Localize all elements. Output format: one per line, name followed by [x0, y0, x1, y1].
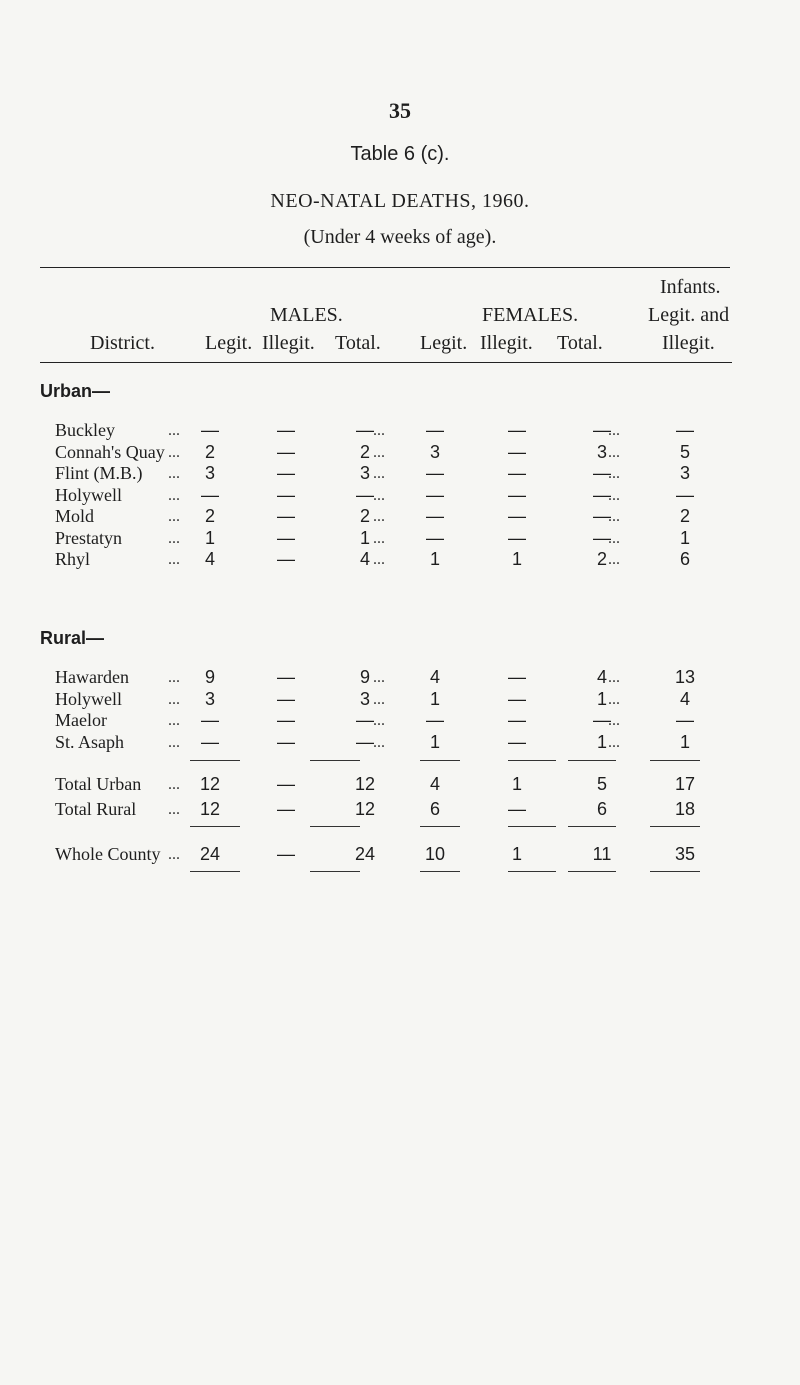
header-females-legit: Legit. [420, 332, 468, 354]
cell-mi: — [277, 527, 295, 548]
cell-fi: — [508, 506, 526, 526]
leader-dots: ... [373, 443, 385, 461]
header-females: FEMALES. [482, 304, 579, 326]
cell-fi: — [508, 441, 526, 462]
leader-dots: ... [608, 529, 620, 547]
district-name: Total Rural [55, 799, 137, 819]
district-name: Holywell [55, 688, 122, 709]
leader-dots: ... [373, 551, 385, 568]
cell-fl: 6 [429, 799, 440, 819]
cell-inf: — [676, 710, 694, 730]
total-rule [508, 826, 556, 827]
leader-dots: ... [168, 733, 180, 751]
leader-dots: ... [168, 551, 180, 568]
leader-dots: ... [373, 508, 385, 525]
leader-dots: ... [608, 733, 620, 751]
cell-ft: 6 [596, 799, 607, 819]
subtotal-rule [650, 760, 700, 761]
cell-mi: — [277, 441, 295, 462]
cell-ft: 4 [596, 667, 607, 687]
cell-inf: 13 [674, 667, 696, 687]
district-name: Whole County [55, 844, 161, 864]
bottom-rule [420, 871, 460, 872]
total-rule [420, 826, 460, 827]
cell-ml: 2 [204, 506, 215, 526]
cell-mi: — [277, 799, 295, 819]
leader-dots: ... [608, 669, 620, 686]
cell-inf: 4 [679, 688, 690, 709]
district-name: Connah's Quay [55, 441, 165, 462]
bottom-rule [568, 871, 616, 872]
cell-fl: 1 [429, 549, 440, 569]
leader-dots: ... [608, 486, 620, 504]
cell-fl: — [426, 484, 444, 505]
leader-dots: ... [168, 443, 180, 461]
header-females-illegit: Illegit. [480, 332, 533, 354]
cell-fl: — [426, 710, 444, 730]
header-bottom-rule [40, 362, 732, 363]
cell-fi: — [508, 710, 526, 730]
district-name: Prestatyn [55, 527, 122, 548]
bottom-rule [310, 871, 360, 872]
cell-ml: — [201, 710, 219, 730]
subtotal-rule [420, 760, 460, 761]
leader-dots: ... [168, 801, 180, 818]
cell-ml: 2 [204, 441, 215, 462]
cell-inf: — [676, 420, 694, 440]
subtotal-rule [568, 760, 616, 761]
cell-fl: 3 [429, 441, 440, 462]
subtotal-rule [310, 760, 360, 761]
cell-inf: 35 [674, 844, 696, 864]
header-males-illegit: Illegit. [262, 332, 315, 354]
cell-fl: 1 [429, 731, 440, 752]
leader-dots: ... [608, 690, 620, 708]
cell-mt: — [356, 731, 374, 752]
district-name: Mold [55, 506, 95, 526]
district-name: Holywell [55, 484, 122, 505]
main-title: NEO-NATAL DEATHS, 1960. [270, 190, 530, 212]
cell-fl: — [426, 463, 444, 483]
cell-ft: 2 [596, 549, 607, 569]
leader-dots: ... [373, 529, 385, 547]
cell-fi: — [508, 527, 526, 548]
district-name: Flint (M.B.) [55, 463, 143, 483]
leader-dots: ... [608, 712, 620, 729]
leader-dots: ... [608, 465, 620, 482]
leader-dots: ... [168, 422, 180, 439]
total-rule [568, 826, 616, 827]
bottom-rule [508, 871, 556, 872]
header-females-total: Total. [557, 332, 603, 354]
cell-fi: 1 [511, 774, 522, 794]
cell-ml: 3 [204, 688, 215, 709]
cell-ft: — [593, 420, 611, 440]
cell-fi: — [508, 731, 526, 752]
header-males-legit: Legit. [205, 332, 253, 354]
header-top-rule [40, 267, 730, 268]
cell-inf: 1 [679, 527, 690, 548]
district-name: Rhyl [55, 549, 91, 569]
leader-dots: ... [168, 669, 180, 686]
leader-dots: ... [168, 846, 180, 863]
leader-dots: ... [373, 669, 385, 686]
cell-mi: — [277, 549, 295, 569]
cell-fi: — [508, 484, 526, 505]
subtotal-rule [190, 760, 240, 761]
cell-mt: 12 [354, 799, 376, 819]
district-name: Buckley [55, 420, 115, 440]
cell-fl: — [426, 527, 444, 548]
leader-dots: ... [373, 422, 385, 439]
leader-dots: ... [373, 486, 385, 504]
leader-dots: ... [168, 776, 180, 793]
cell-mt: 2 [359, 506, 370, 526]
cell-ft: 3 [596, 441, 607, 462]
cell-fi: 1 [511, 844, 522, 864]
leader-dots: ... [373, 712, 385, 729]
cell-inf: 18 [674, 799, 696, 819]
leader-dots: ... [168, 529, 180, 547]
cell-inf: — [676, 484, 694, 505]
leader-dots: ... [168, 508, 180, 525]
page-number: 35 [389, 98, 411, 123]
cell-ft: — [593, 710, 611, 730]
cell-ml: 12 [199, 774, 221, 794]
cell-fi: — [508, 420, 526, 440]
total-rule [310, 826, 360, 827]
cell-mi: — [277, 710, 295, 730]
cell-mi: — [277, 731, 295, 752]
cell-mi: — [277, 420, 295, 440]
cell-mt: 3 [359, 463, 370, 483]
cell-fi: — [508, 667, 526, 687]
header-males: MALES. [270, 304, 343, 326]
cell-ft: — [593, 506, 611, 526]
cell-fl: 1 [429, 688, 440, 709]
header-males-total: Total. [335, 332, 381, 354]
cell-inf: 1 [679, 731, 690, 752]
cell-fi: 1 [511, 549, 522, 569]
cell-ft: 5 [596, 774, 607, 794]
table-title: Table 6 (c). [350, 143, 450, 165]
subtitle: (Under 4 weeks of age). [303, 226, 497, 248]
cell-ft: — [593, 527, 611, 548]
leader-dots: ... [608, 551, 620, 568]
cell-mi: — [277, 688, 295, 709]
cell-mi: — [277, 506, 295, 526]
cell-fl: — [426, 420, 444, 440]
cell-fl: 4 [429, 774, 440, 794]
cell-ml: — [201, 731, 219, 752]
cell-mt: 2 [359, 441, 370, 462]
cell-mi: — [277, 844, 295, 864]
cell-mt: — [356, 484, 374, 505]
cell-mt: 1 [359, 527, 370, 548]
cell-mt: — [356, 420, 374, 440]
cell-mt: 9 [359, 667, 370, 687]
cell-inf: 5 [679, 441, 690, 462]
cell-fl: 4 [429, 667, 440, 687]
bottom-rule [190, 871, 240, 872]
cell-ml: — [201, 420, 219, 440]
bottom-rule [650, 871, 700, 872]
cell-mi: — [277, 774, 295, 794]
leader-dots: ... [373, 465, 385, 482]
district-name: Total Urban [55, 774, 142, 794]
leader-dots: ... [608, 508, 620, 525]
cell-mi: — [277, 484, 295, 505]
header-infants-line2: Legit. and [648, 304, 730, 326]
district-name: Maelor [55, 710, 107, 730]
leader-dots: ... [168, 486, 180, 504]
cell-mt: 12 [354, 774, 376, 794]
header-district: District. [90, 332, 155, 354]
cell-ft: 1 [596, 688, 607, 709]
cell-ml: 24 [199, 844, 221, 864]
leader-dots: ... [373, 690, 385, 708]
leader-dots: ... [168, 712, 180, 729]
cell-mi: — [277, 463, 295, 483]
cell-ft: — [593, 484, 611, 505]
cell-mt: 4 [359, 549, 370, 569]
cell-fi: — [508, 463, 526, 483]
cell-ml: 12 [199, 799, 221, 819]
cell-fi: — [508, 688, 526, 709]
cell-ml: 9 [204, 667, 215, 687]
cell-mt: 3 [359, 688, 370, 709]
cell-fl: 10 [424, 844, 446, 864]
leader-dots: ... [373, 733, 385, 751]
cell-inf: 6 [679, 549, 690, 569]
total-rule [650, 826, 700, 827]
cell-fl: — [426, 506, 444, 526]
cell-mt: — [356, 710, 374, 730]
cell-fi: — [508, 799, 526, 819]
cell-inf: 17 [674, 774, 696, 794]
cell-mi: — [277, 667, 295, 687]
section-rural-label: Rural— [40, 628, 105, 648]
cell-ml: 1 [204, 527, 215, 548]
subtotal-rule [508, 760, 556, 761]
cell-ml: 4 [204, 549, 215, 569]
cell-ft: 11 [592, 844, 612, 864]
cell-ml: — [201, 484, 219, 505]
leader-dots: ... [168, 690, 180, 708]
leader-dots: ... [168, 465, 180, 482]
leader-dots: ... [608, 443, 620, 461]
section-urban-label: Urban— [40, 381, 111, 401]
cell-ft: 1 [596, 731, 607, 752]
cell-inf: 3 [679, 463, 690, 483]
district-name: St. Asaph [55, 731, 125, 752]
cell-mt: 24 [354, 844, 376, 864]
district-name: Hawarden [55, 667, 129, 687]
total-rule [190, 826, 240, 827]
cell-ft: — [593, 463, 611, 483]
header-infants-line1: Infants. [660, 276, 721, 298]
cell-ml: 3 [204, 463, 215, 483]
leader-dots: ... [608, 422, 620, 439]
header-infants-line3: Illegit. [662, 332, 715, 354]
cell-inf: 2 [679, 506, 690, 526]
